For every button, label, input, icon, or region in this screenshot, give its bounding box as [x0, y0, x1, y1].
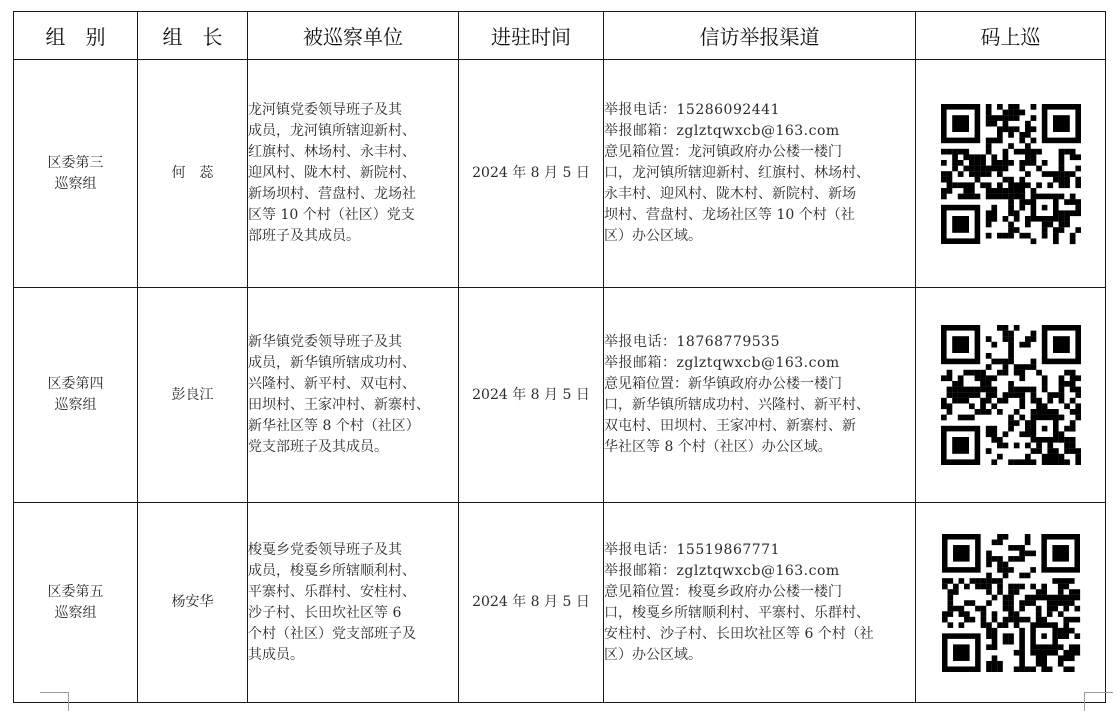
table-row	[14, 503, 1106, 703]
units-line: 平寨村、乐群村、安柱村、	[248, 583, 416, 600]
box-line: 意见箱位置：新华镇政府办公楼一楼门	[604, 376, 842, 392]
header-qr: 码上巡	[916, 12, 1106, 60]
units-line: 新场坝村、营盘村、龙场社	[248, 186, 416, 202]
phone-line: 举报电话：15286092441	[604, 102, 780, 118]
email-line: 举报邮箱：zglztqwxcb@163.com	[604, 562, 840, 579]
units-line: 迎风村、陇木村、新院村、	[248, 165, 416, 181]
units-line: 新华镇党委领导班子及其	[248, 334, 402, 350]
email-line: 举报邮箱：zglztqwxcb@163.com	[604, 355, 840, 371]
channel-cell	[604, 288, 916, 503]
box-line: 安柱村、沙子村、长田坎社区等 6 个村（社	[604, 625, 874, 642]
group-cell	[14, 288, 138, 503]
leader-cell: 彭良江	[138, 288, 248, 503]
header-channels: 信访举报渠道	[604, 12, 916, 60]
units-line: 沙子村、长田坎社区等 6	[248, 604, 402, 621]
units-line: 新华社区等 8 个村（社区）	[248, 418, 420, 434]
box-line: 区）办公区域。	[604, 646, 702, 663]
qr-cell	[916, 503, 1106, 703]
page-corner-mark	[40, 692, 69, 711]
units-line: 兴隆村、新平村、双屯村、	[248, 376, 416, 392]
group-line: 巡察组	[54, 604, 97, 621]
box-line: 双屯村、田坝村、王家冲村、新寨村、新	[604, 418, 856, 434]
time-cell: 2024 年 8 月 5 日	[459, 503, 604, 703]
units-line: 部班子及其成员。	[248, 228, 360, 244]
units-line: 田坝村、王家冲村、新寨村、	[248, 397, 430, 413]
time-cell: 2024 年 8 月 5 日	[459, 288, 604, 503]
box-line: 口，龙河镇所辖迎新村、红旗村、林场村、	[604, 165, 870, 181]
header-leader: 组 长	[138, 12, 248, 60]
group-cell	[14, 503, 138, 703]
qr-code-icon[interactable]	[941, 325, 1081, 465]
units-line: 其成员。	[248, 646, 304, 663]
phone-line: 举报电话：18768779535	[604, 334, 780, 350]
group-line: 区委第四	[47, 376, 104, 392]
units-line: 成员，新华镇所辖成功村、	[248, 355, 416, 371]
units-cell	[248, 60, 459, 288]
group-line: 区委第三	[47, 154, 104, 171]
box-line: 区）办公区域。	[604, 228, 702, 244]
units-line: 梭戛乡党委领导班子及其	[248, 541, 402, 558]
channel-cell	[604, 503, 916, 703]
page-corner-mark	[1084, 692, 1113, 711]
table-row	[14, 288, 1106, 503]
table-row	[14, 60, 1106, 288]
units-cell	[248, 288, 459, 503]
group-line: 区委第五	[47, 583, 104, 600]
time-cell: 2024 年 8 月 5 日	[459, 60, 604, 288]
group-line: 巡察组	[54, 397, 97, 413]
inspection-table	[13, 11, 1106, 703]
units-line: 党支部班子及其成员。	[248, 439, 388, 455]
box-line: 意见箱位置：龙河镇政府办公楼一楼门	[604, 144, 842, 160]
qr-cell	[916, 288, 1106, 503]
leader-cell: 杨安华	[138, 503, 248, 703]
units-line: 个村（社区）党支部班子及	[248, 625, 416, 642]
group-cell	[14, 60, 138, 288]
qr-code-icon[interactable]	[941, 103, 1081, 245]
header-time: 进驻时间	[459, 12, 604, 60]
box-line: 口，新华镇所辖成功村、兴隆村、新平村、	[604, 397, 870, 413]
table-header-row	[14, 12, 1106, 60]
units-line: 成员，梭戛乡所辖顺利村、	[248, 562, 416, 579]
box-line: 口，梭戛乡所辖顺利村、平寨村、乐群村、	[604, 604, 870, 621]
box-line: 华社区等 8 个村（社区）办公区域。	[604, 439, 832, 455]
units-line: 成员，龙河镇所辖迎新村、	[248, 123, 416, 139]
units-line: 区等 10 个村（社区）党支	[248, 207, 415, 223]
header-group: 组 别	[14, 12, 138, 60]
header-units: 被巡察单位	[248, 12, 459, 60]
qr-code-icon[interactable]	[940, 534, 1082, 672]
email-line: 举报邮箱：zglztqwxcb@163.com	[604, 123, 840, 139]
box-line: 坝村、营盘村、龙场社区等 10 个村（社	[604, 207, 855, 223]
channel-cell	[604, 60, 916, 288]
units-cell	[248, 503, 459, 703]
box-line: 意见箱位置：梭戛乡政府办公楼一楼门	[604, 583, 842, 600]
leader-cell: 何 蕊	[138, 60, 248, 288]
qr-cell	[916, 60, 1106, 288]
group-line: 巡察组	[54, 175, 97, 192]
phone-line: 举报电话：15519867771	[604, 541, 780, 558]
box-line: 永丰村、迎风村、陇木村、新院村、新场	[604, 186, 856, 202]
units-line: 红旗村、林场村、永丰村、	[248, 144, 416, 160]
units-line: 龙河镇党委领导班子及其	[248, 102, 402, 118]
